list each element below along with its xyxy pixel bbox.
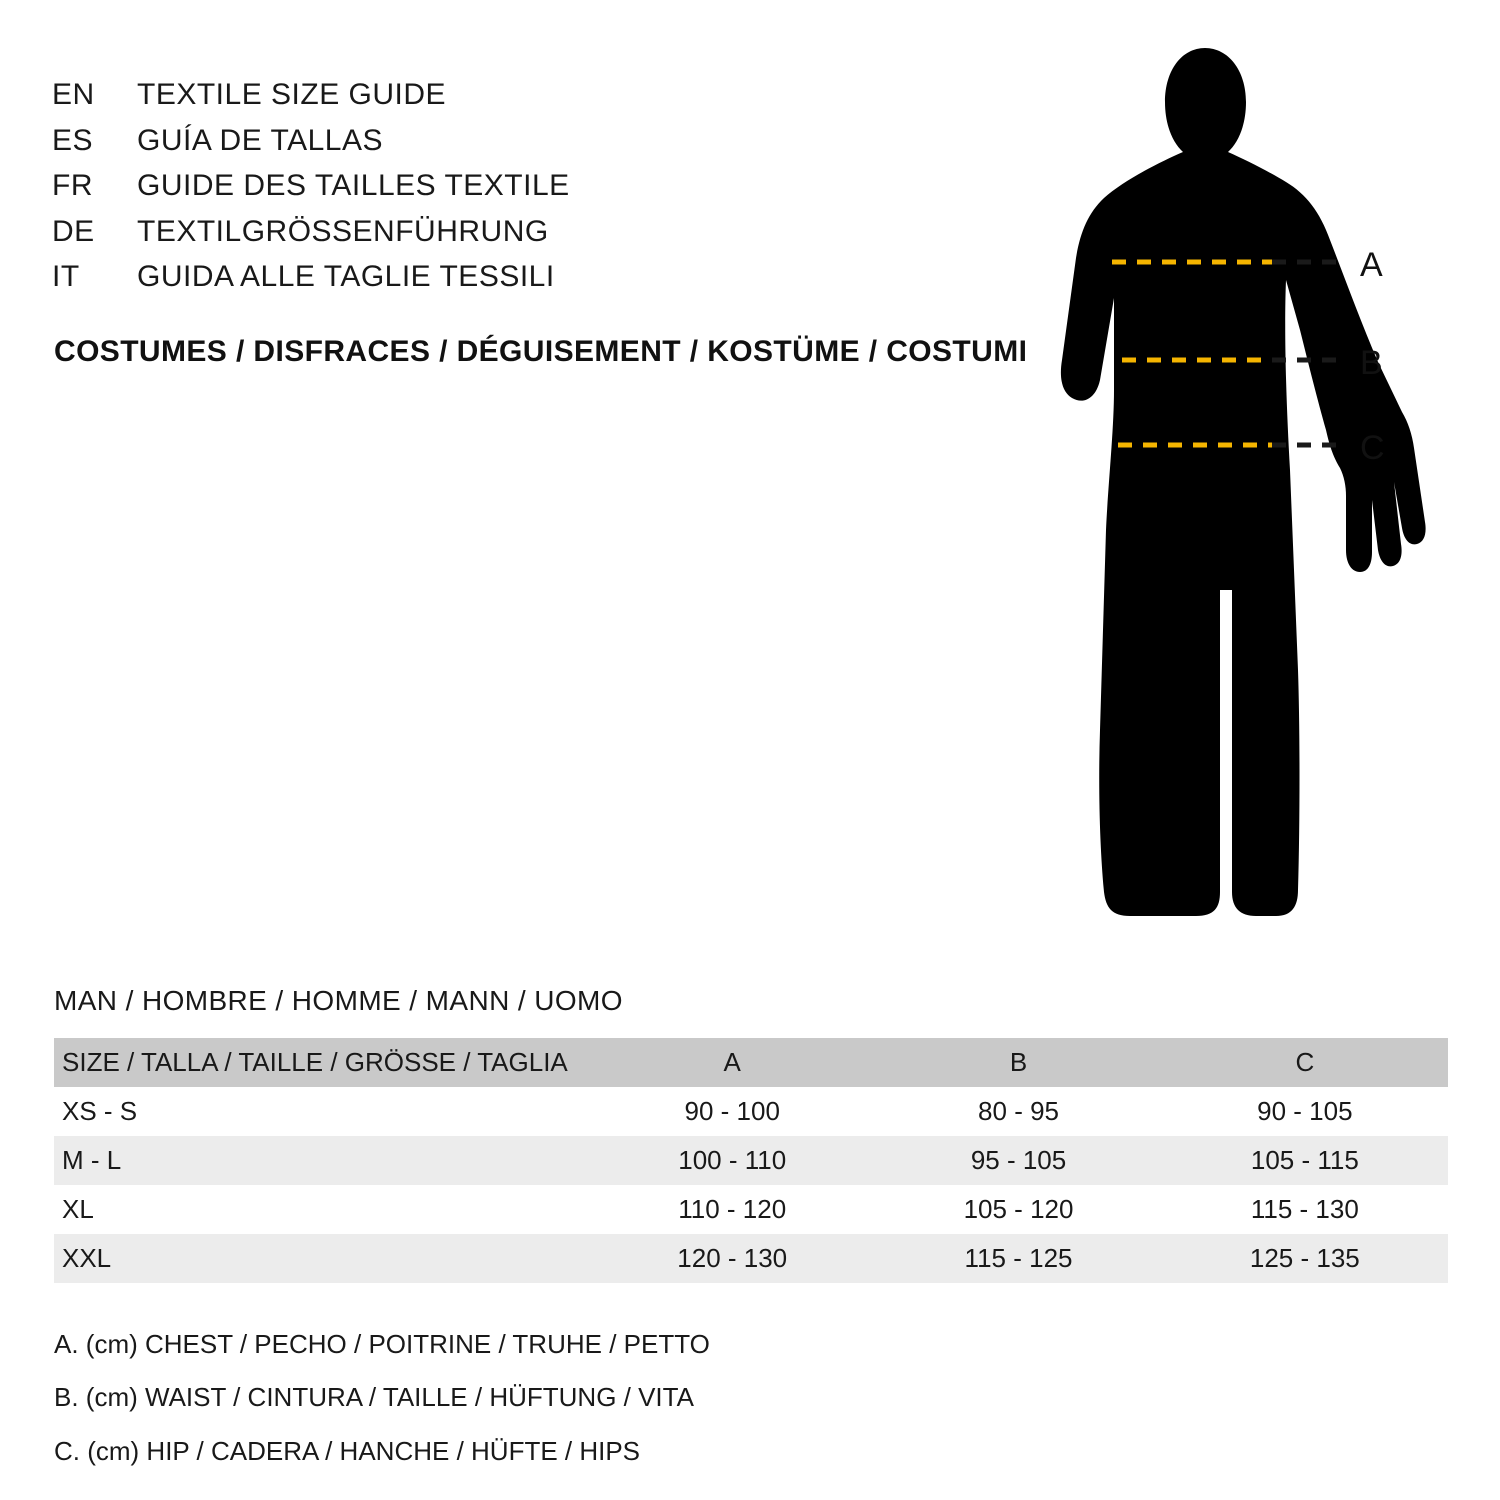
column-header-c: C <box>1295 1047 1315 1077</box>
language-row <box>52 209 752 255</box>
marker-label-a: A <box>1360 246 1383 284</box>
table-row <box>54 1087 1448 1136</box>
language-row <box>52 254 752 300</box>
table-row <box>54 1185 1448 1234</box>
language-row <box>52 118 752 164</box>
language-text: TEXTILE SIZE GUIDE <box>137 78 447 111</box>
body-silhouette-icon <box>1061 48 1426 916</box>
language-text: GUIDE DES TAILLES TEXTILE <box>137 169 570 203</box>
language-code: DE <box>52 214 95 248</box>
marker-label-b: B <box>1360 344 1383 382</box>
cell-a: 120 - 130 <box>677 1243 788 1273</box>
table-header-row <box>54 1038 1448 1087</box>
language-text: GUIDA ALLE TAGLIE TESSILI <box>137 260 555 294</box>
size-table <box>54 1038 1448 1283</box>
table-caption: MAN / HOMBRE / HOMME / MANN / UOMO <box>54 985 623 1016</box>
cell-c: 125 - 135 <box>1249 1243 1360 1273</box>
cell-a: 110 - 120 <box>678 1194 787 1224</box>
marker-label-c: C <box>1360 429 1385 467</box>
language-code: IT <box>52 260 80 294</box>
language-text: TEXTILGRÖSSENFÜHRUNG <box>137 214 549 248</box>
cell-a: 90 - 100 <box>684 1096 780 1126</box>
cell-size: XS - S <box>62 1096 138 1126</box>
cell-c: 90 - 105 <box>1257 1096 1353 1126</box>
costumes-heading: COSTUMES / DISFRACES / DÉGUISEMENT / KOSTÜME / COSTUMI <box>54 335 1028 368</box>
column-header-a: A <box>723 1047 741 1077</box>
language-row <box>52 163 752 209</box>
cell-c: 105 - 115 <box>1250 1145 1359 1175</box>
column-header-size: SIZE / TALLA / TAILLE / GRÖSSE / TAGLIA <box>62 1047 568 1077</box>
cell-c: 115 - 130 <box>1250 1194 1359 1224</box>
cell-b: 115 - 125 <box>964 1243 1073 1273</box>
legend <box>54 1318 710 1478</box>
cell-b: 95 - 105 <box>970 1145 1067 1175</box>
cell-b: 80 - 95 <box>978 1096 1059 1126</box>
column-header-b: B <box>1009 1047 1028 1077</box>
cell-size: XL <box>62 1194 94 1224</box>
cell-a: 100 - 110 <box>678 1145 787 1175</box>
measurement-figure <box>1000 30 1470 940</box>
language-code: ES <box>52 123 94 157</box>
legend-item-a: A. (cm) CHEST / PECHO / POITRINE / TRUHE / PETTO <box>54 1329 710 1359</box>
language-row <box>52 72 752 118</box>
cell-size: XXL <box>62 1243 112 1273</box>
language-text: GUÍA DE TALLAS <box>137 123 383 157</box>
language-list <box>52 72 752 300</box>
language-code: FR <box>52 169 93 203</box>
legend-item-b: B. (cm) WAIST / CINTURA / TAILLE / HÜFTUNG / VITA <box>54 1382 694 1413</box>
cell-b: 105 - 120 <box>963 1194 1074 1224</box>
cell-size: M - L <box>62 1145 122 1175</box>
table-row <box>54 1136 1448 1185</box>
language-code: EN <box>52 78 95 111</box>
legend-item-c: C. (cm) HIP / CADERA / HANCHE / HÜFTE / HIPS <box>54 1435 641 1466</box>
table-row <box>54 1234 1448 1283</box>
